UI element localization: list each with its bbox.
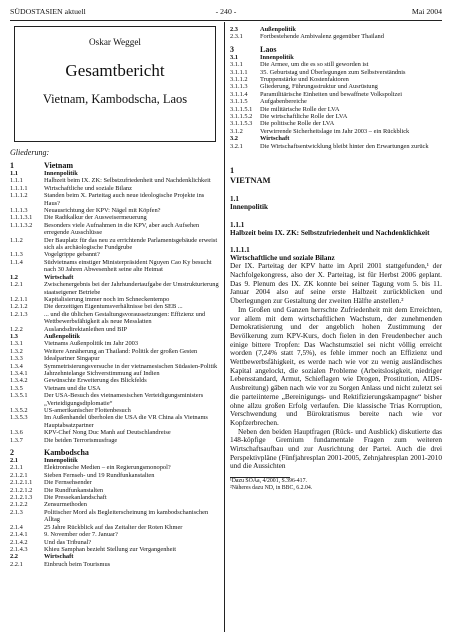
toc-entry bbox=[230, 135, 442, 142]
toc-entry-title: Truppenstärke und Kostenfaktoren bbox=[260, 76, 349, 84]
toc-entry-title: Innenpolitik bbox=[44, 457, 78, 465]
paragraph: Im Großen und Ganzen herrschte Zufriedenheit mit dem Erreichten, vor allem mit dem wirtschaftlichen Wachstum, der zunehmenden Demokratisierung und der angeblich hohen Zustimmung der Bevölkerung zum KPV-Kurs, doch fielen in den Freudenbecher auch einige bittere Tropfen: Das Wachstumsziel sei nicht völlig erreicht worden (7,24% statt 7,5%), es fehle immer noch an Effizienz und Wettbewerbsfähigkeit, es werde nach wie vor zu wenig ausländisches Kapital angelockt, die sozialen Probleme (Arbeitslosigkeit, niedriger Lebensstandard, Armut, Schieflagen wie Drogen, Prostitution, AIDS-Ausbreitung) gäben nach wie vor zu Sorgen Anlass und nicht zuletzt sei die parteiinterne „Bereinigungs- und Rektifizierungskampagne“ bisher ohne allzu großen Erfolg verlaufen. Die klassische Trias Korruption, Verschwendung und Bürokratismus bereite nach wie vor Kopfzerbrechen. bbox=[230, 304, 442, 427]
toc-entry-title: Wirtschaft bbox=[260, 135, 290, 143]
toc-entry-title: Verwirrende Sicherheitslage im Jahr 2003 – ein Rückblick bbox=[260, 127, 410, 135]
toc-entry-title: Kapitalisierung immer noch im Schneckentempo bbox=[44, 295, 170, 303]
toc-entry-title: 35. Geburtstag und Überlegungen zum Selbstverständnis bbox=[260, 68, 406, 76]
toc-entry bbox=[230, 98, 442, 105]
toc-entry bbox=[10, 531, 220, 538]
toc-entry-title: Die politische Rolle der LVA bbox=[260, 120, 335, 128]
toc-entry-title: Die Radikalkur der Ausweisermeuerung bbox=[44, 214, 147, 222]
toc-entry-number: 2.1.2.2 bbox=[10, 501, 28, 509]
toc-entry-title: Laos bbox=[260, 44, 277, 54]
toc-entry-number: 3.1 bbox=[230, 53, 238, 61]
toc-entry-number: 1.2.2 bbox=[10, 325, 23, 333]
toc-entry bbox=[10, 207, 220, 214]
toc-entry-title: KPV-Chef Nong Duc Manh auf Deutschlandreise bbox=[44, 429, 171, 437]
toc-entry-number: 2.1.2.1 bbox=[10, 471, 28, 479]
toc-entry-number: 3.1.1.2 bbox=[230, 76, 248, 84]
toc-entry-title: Zwischenergebnis bei der Jahrhundertaufgabe der Umstrukturierung staatseigener Betriebe bbox=[44, 281, 219, 296]
toc-entry bbox=[230, 113, 442, 120]
toc-entry bbox=[230, 120, 442, 127]
subsection-number: 1.1.1 bbox=[230, 221, 245, 230]
toc-entry-number: 2.1.4 bbox=[10, 523, 23, 531]
toc-entry-number: 2.1.4.1 bbox=[10, 531, 28, 539]
toc-entry bbox=[230, 69, 442, 76]
toc-entry-number: 2.3 bbox=[230, 26, 238, 33]
toc-entry-number: 2.1.3 bbox=[10, 508, 23, 516]
toc-entry-title: Im Außenhandel überholen die USA die VR China als Vietnams Hauptabsatzpartner bbox=[44, 414, 208, 429]
toc-entry bbox=[10, 340, 220, 347]
toc-entry bbox=[10, 348, 220, 355]
toc-entry-number: 1.3 bbox=[10, 332, 18, 340]
toc-entry bbox=[230, 33, 442, 40]
toc-entry-title: Vogelgrippe gebannt? bbox=[44, 251, 100, 259]
toc-entry bbox=[10, 472, 220, 479]
toc-entry-number: 1 bbox=[10, 161, 14, 170]
toc-entry bbox=[10, 274, 220, 281]
toc-entry-number: 1.1.1.2 bbox=[10, 192, 28, 200]
subsubsection-heading: Wirtschaftliche und soziale Bilanz bbox=[230, 254, 335, 263]
toc-entry-number: 3.1.1.5.2 bbox=[230, 113, 253, 121]
toc-entry-number: 3.1.1.1 bbox=[230, 68, 248, 76]
toc-entry-number: 3.1.1.5.3 bbox=[230, 120, 253, 128]
toc-entry bbox=[10, 414, 220, 429]
toc-entry bbox=[10, 539, 220, 546]
toc-entry-number: 1.3.6 bbox=[10, 429, 23, 437]
toc-entry-title: Jahrzehntelange Sichverstimmung auf Indien bbox=[44, 369, 160, 377]
toc-entry-number: 1.3.4.1 bbox=[10, 369, 28, 377]
toc-entry bbox=[10, 509, 220, 524]
toc-entry bbox=[10, 311, 220, 326]
toc-entry-number: 3.1.1.5 bbox=[230, 98, 248, 106]
toc-entry bbox=[10, 251, 220, 258]
toc-entry bbox=[230, 54, 442, 61]
toc-entry-number: 1.1.1.1 bbox=[10, 184, 28, 192]
footnote: ²Näheres dazu ND, in BBC, 6.2.04. bbox=[230, 485, 313, 492]
toc-entry-number: 1.1.3 bbox=[10, 251, 23, 259]
toc-entry-number: 2.2.1 bbox=[10, 560, 23, 568]
toc-entry bbox=[10, 333, 220, 340]
toc-entry bbox=[10, 448, 220, 457]
toc-entry bbox=[10, 161, 220, 170]
author: Oskar Weggel bbox=[89, 37, 141, 47]
toc-entry-title: Khieu Samphan bezieht Stellung zur Vergangenheit bbox=[44, 545, 176, 553]
toc-entry bbox=[230, 128, 442, 135]
toc-entry-number: 1.1 bbox=[10, 170, 18, 177]
toc-entry-number: 3.1.1.5.1 bbox=[230, 105, 253, 113]
toc-entry-title: Die Armee, um die es so still geworden ist bbox=[260, 61, 369, 69]
toc-entry bbox=[10, 281, 220, 296]
toc-entry bbox=[10, 259, 220, 274]
toc-entry-title: Vietnam bbox=[44, 161, 74, 170]
toc-entry bbox=[10, 222, 220, 237]
toc-entry bbox=[10, 501, 220, 508]
toc-entry-title: Idealpartner Singapur bbox=[44, 355, 100, 363]
table-of-contents-left bbox=[10, 161, 220, 568]
toc-entry-title: Weitere Annäherung an Thailand: Politik der großen Gesten bbox=[44, 347, 198, 355]
toc-entry bbox=[230, 91, 442, 98]
toc-entry-title: Die derzeitigen Eigentumsverhältnisse bei den SEB ... bbox=[44, 303, 183, 311]
toc-entry-number: 1.3.1 bbox=[10, 340, 23, 348]
subsection-heading: Halbzeit beim IX. ZK: Selbstzufriedenheit und Nachdenklichkeit bbox=[230, 229, 430, 238]
toc-entry-title: Politischer Mord als Begleiterscheinung im kambodschanischen Alltag bbox=[44, 508, 209, 524]
toc-entry-title: Zensurmethoden bbox=[44, 501, 87, 509]
toc-entry-title: Die wirtschaftliche Rolle der LVA bbox=[260, 113, 348, 121]
toc-entry-number: 3.2 bbox=[230, 135, 238, 143]
toc-entry bbox=[10, 464, 220, 471]
toc-entry bbox=[230, 143, 442, 150]
toc-entry bbox=[10, 561, 220, 568]
toc-entry bbox=[10, 546, 220, 553]
toc-entry-title: Wirtschaft bbox=[44, 553, 74, 561]
toc-entry bbox=[10, 192, 220, 207]
toc-entry-title: Innenpolitik bbox=[260, 53, 294, 61]
article-subtitle: Vietnam, Kambodscha, Laos bbox=[42, 92, 188, 106]
toc-entry-title: Und das Tribunal? bbox=[44, 538, 92, 546]
toc-entry-number: 2.1.4.3 bbox=[10, 545, 28, 553]
toc-entry-title: Der Bauplatz für das neu zu errichtende Parlamentsgebäude erweist sich als archäologische Fundgrube bbox=[44, 236, 218, 252]
toc-entry-title: 9. November oder 7. Januar? bbox=[44, 531, 118, 539]
toc-entry bbox=[10, 185, 220, 192]
toc-entry bbox=[10, 487, 220, 494]
toc-entry-title: ... und die üblichen Gestaltungsvoraussetzungen: Effizienz und Wettbewerbsfähigkeit als neue Messlatten bbox=[44, 310, 206, 326]
toc-entry-number: 2.3.1 bbox=[230, 33, 243, 41]
subsubsection-number: 1.1.1.1 bbox=[230, 246, 250, 255]
toc-entry-title: Wirtschaftliche und soziale Bilanz bbox=[44, 184, 132, 192]
toc-entry-title: Die Rundfunkanstalten bbox=[44, 486, 104, 494]
toc-entry-number: 3.1.1.4 bbox=[230, 90, 248, 98]
toc-entry-number: 1.2.1.1 bbox=[10, 295, 28, 303]
section-heading: Innenpolitik bbox=[230, 203, 268, 212]
toc-entry bbox=[10, 479, 220, 486]
article-title: Gesamtbericht bbox=[65, 61, 165, 80]
toc-entry-number: 1.2 bbox=[10, 273, 18, 281]
toc-entry-number: 1.2.1.2 bbox=[10, 303, 28, 311]
toc-entry bbox=[10, 553, 220, 560]
paragraph: Neben den beiden Hauptfragen (Rück- und Ausblick) diskutierte das 148-köpfige Gremium fundamentale Fragen zum weiteren Wirtschaftsaufbau und zur Ausrichtung der Partei. Auch die drei Perspektivpläne (Fünfjahresplan 2001-2005, Zehnjahresplan 2001-2010 und die Aussichten bbox=[230, 426, 442, 471]
table-of-contents-right bbox=[230, 26, 442, 150]
toc-entry-number: 1.3.5.1 bbox=[10, 392, 28, 400]
toc-entry bbox=[10, 437, 220, 444]
toc-entry-number: 1.2.1.3 bbox=[10, 310, 28, 318]
toc-entry-number: 1.3.2 bbox=[10, 347, 23, 355]
toc-entry-title: Kambodscha bbox=[44, 448, 89, 458]
toc-entry-title: 25 Jahre Rückblick auf das Zeitalter der Roten Khmer bbox=[44, 523, 183, 531]
toc-entry-title: Sieben Fernseh- und 19 Rundfunkanstalten bbox=[44, 471, 155, 479]
toc-entry-title: Neuausrichtung der KPV: Nägel mit Köpfen? bbox=[44, 207, 161, 215]
toc-entry-number: 1.1.4 bbox=[10, 258, 23, 266]
toc-entry bbox=[10, 385, 220, 392]
toc-entry-title: Die beiden Terrorismusfrage bbox=[44, 436, 118, 444]
toc-entry bbox=[230, 76, 442, 83]
toc-entry-number: 3.1.1.3 bbox=[230, 83, 248, 91]
toc-entry-title: Elektronische Medien – ein Regierungsmonopol? bbox=[44, 464, 171, 472]
column-divider bbox=[224, 22, 225, 632]
toc-entry-title: Fortbestehende Ambivalenz gegenüber Thailand bbox=[260, 33, 384, 41]
paragraph: Der IX. Parteitag der KPV hatte im April 2001 stattgefunden,¹ der Nachfolgekongress, also der X. Parteitag, ist für Herbst 2006 geplant. Das 9. Plenum des IX. ZK konnte bei seiner Tagung vom 5. bis 11. Januar 2004 also auf seine erste Halbzeit zurückblicken und Überlegungen zur Gestaltung der zweiten Hälfte anstellen.² bbox=[230, 261, 442, 306]
toc-entry-number: 3.2.1 bbox=[230, 142, 243, 150]
section-number: 1.1 bbox=[230, 195, 239, 204]
toc-entry bbox=[230, 45, 442, 54]
toc-entry-number: 2 bbox=[10, 448, 14, 458]
toc-entry-number: 2.1.2.1.3 bbox=[10, 494, 33, 502]
toc-entry-title: Standen beim X. Parteitag auch neue ideologische Projekte ins Haus? bbox=[44, 192, 205, 207]
toc-entry-title: Gewünschte Erweiterung des Blickfelds bbox=[44, 377, 147, 385]
toc-entry-number: 2.1.2.1.2 bbox=[10, 486, 33, 494]
toc-entry-number: 2.1 bbox=[10, 457, 18, 465]
toc-entry-title: Gliederung, Führungsstruktur und Ausrüstung bbox=[260, 83, 378, 91]
toc-entry-title: Die Fernsehsender bbox=[44, 479, 92, 487]
toc-entry-title: Vietnams Außenpolitik im Jahr 2003 bbox=[44, 340, 139, 348]
toc-entry bbox=[230, 83, 442, 90]
toc-entry bbox=[10, 524, 220, 531]
article-body bbox=[230, 166, 442, 492]
page-header bbox=[10, 4, 442, 18]
toc-entry-number: 1.3.4.2 bbox=[10, 377, 28, 385]
header-rule bbox=[10, 20, 442, 21]
toc-entry-title: Außenpolitik bbox=[260, 26, 296, 33]
right-column bbox=[230, 26, 442, 492]
toc-entry-title: Symmetrisierungsversuche in der vietnamesischen Südasien-Politik bbox=[44, 362, 218, 370]
title-box bbox=[14, 26, 216, 142]
toc-entry bbox=[10, 326, 220, 333]
toc-entry-number: 2.1.2.1.1 bbox=[10, 479, 33, 487]
toc-entry bbox=[10, 457, 220, 464]
toc-entry bbox=[10, 407, 220, 414]
toc-entry-title: Vietnam und die USA bbox=[44, 384, 101, 392]
toc-entry-number: 3.1.2 bbox=[230, 127, 243, 135]
toc-entry-number: 1.1.1.3 bbox=[10, 207, 28, 215]
toc-entry bbox=[230, 106, 442, 113]
toc-entry-number: 3.1.1 bbox=[230, 61, 243, 69]
toc-entry-title: Besonders viele Aufnahmen in die KPV, aber auch Aufsehen erregende Ausschlüsse bbox=[44, 221, 200, 237]
toc-entry-title: Die militärische Rolle der LVA bbox=[260, 105, 340, 113]
toc-entry-number: 1.3.5.2 bbox=[10, 407, 28, 414]
toc-entry-number: 1.3.5.3 bbox=[10, 414, 28, 422]
toc-entry bbox=[230, 26, 442, 33]
issue-date: Mai 2004 bbox=[411, 6, 442, 16]
toc-entry bbox=[10, 429, 220, 436]
toc-entry-number: 1.1.1.3.2 bbox=[10, 221, 33, 229]
toc-entry-title: Außenpolitik bbox=[44, 332, 80, 340]
toc-entry-number: 1.3.5 bbox=[10, 384, 23, 392]
toc-entry bbox=[10, 494, 220, 501]
toc-entry bbox=[230, 61, 442, 68]
toc-entry bbox=[10, 370, 220, 377]
page-number: - 240 - bbox=[215, 6, 237, 16]
toc-entry-number: 1.3.3 bbox=[10, 355, 23, 363]
footnote: ¹Dazu SOAa, 4/2001, S.396-417. bbox=[230, 478, 307, 485]
toc-entry-number: 2.2 bbox=[10, 553, 18, 561]
chapter-heading: VIETNAM bbox=[230, 176, 271, 186]
left-column bbox=[10, 26, 220, 568]
toc-entry bbox=[10, 237, 220, 252]
toc-entry-number: 1.3.7 bbox=[10, 436, 23, 444]
toc-heading: Gliederung: bbox=[10, 148, 50, 157]
toc-entry bbox=[10, 303, 220, 310]
toc-entry-title: US-amerikanischer Flottenbesuch bbox=[44, 407, 131, 414]
toc-entry-title: Der USA-Besuch des vietnamesischen Verteidigungsministers „Verteidigungsdiplomatie“ bbox=[44, 392, 204, 407]
toc-entry bbox=[10, 355, 220, 362]
toc-entry-title: Südvietnams einstiger Ministerpräsident Nguyen Cao Ky besucht nach 30 Jahren Abwesenheit seine alte Heimat bbox=[44, 258, 212, 274]
toc-entry-title: Aufgabenbereiche bbox=[260, 98, 307, 106]
chapter-number: 1 bbox=[230, 166, 235, 176]
toc-entry-number: 3 bbox=[230, 44, 234, 54]
journal-name: SÜDOSTASIEN aktuell bbox=[10, 6, 86, 16]
toc-entry-title: Paramilitärische Einheiten und bewaffnete Volkspolizei bbox=[260, 90, 402, 98]
toc-entry bbox=[10, 296, 220, 303]
toc-entry-number: 1.1.1 bbox=[10, 177, 23, 185]
toc-entry bbox=[10, 177, 220, 184]
toc-entry-number: 2.1.4.2 bbox=[10, 538, 28, 546]
toc-entry bbox=[10, 170, 220, 177]
toc-entry bbox=[10, 363, 220, 370]
toc-entry-number: 1.1.2 bbox=[10, 236, 23, 244]
toc-entry-title: Die Pressekanlandschaft bbox=[44, 494, 107, 502]
toc-entry-title: Wirtschaft bbox=[44, 273, 74, 281]
toc-entry bbox=[10, 377, 220, 384]
toc-entry bbox=[10, 392, 220, 407]
toc-entry-title: Die Wirtschaftsentwicklung bleibt hinter den Erwartungen zurück bbox=[260, 142, 429, 150]
toc-entry-title: Einbruch beim Tourismus bbox=[44, 560, 111, 568]
toc-entry-number: 1.2.1 bbox=[10, 281, 23, 289]
toc-entry-number: 1.3.4 bbox=[10, 362, 23, 370]
toc-entry-title: Halbzeit beim IX. ZK: Selbstzufriedenheit und Nachdenklichkeit bbox=[44, 177, 211, 185]
toc-entry-number: 1.1.1.3.1 bbox=[10, 214, 33, 222]
toc-entry-number: 2.1.1 bbox=[10, 464, 23, 472]
toc-entry bbox=[10, 214, 220, 221]
toc-entry-title: Innenpolitik bbox=[44, 170, 78, 177]
toc-entry-title: Auslandsdirektanleihen und BIP bbox=[44, 325, 128, 333]
